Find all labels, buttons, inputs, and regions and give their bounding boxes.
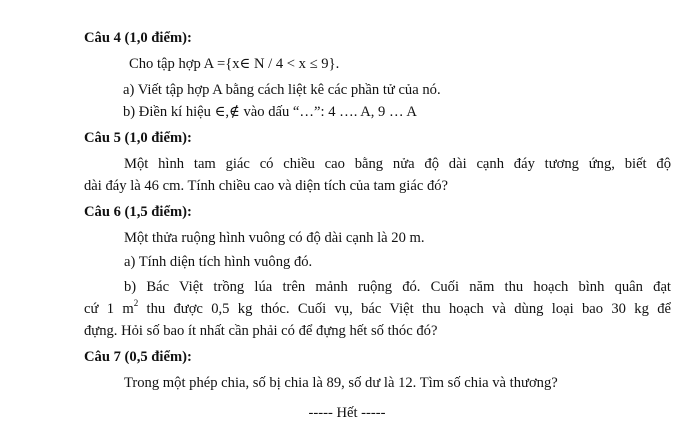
q6-b-line2-pre: cứ 1 m: [84, 301, 134, 317]
question-4-part-a: a) Viết tập hợp A bằng cách liệt kê các phần tử của nó.: [123, 82, 441, 98]
question-5-text-line-1: Một hình tam giác có chiều cao bằng nửa độ dài cạnh đáy tương ứng, biết độ: [124, 156, 671, 172]
question-4-title: Câu 4 (1,0 điểm):: [84, 30, 192, 46]
square-superscript: 2: [133, 298, 139, 309]
q6-b-line2-post: thu được 0,5 kg thóc. Cuối vụ, bác Việt thu hoạch và dùng loại bao 30 kg để: [138, 301, 671, 317]
question-7-title: Câu 7 (0,5 điểm):: [84, 349, 192, 365]
question-6-title: Câu 6 (1,5 điểm):: [84, 204, 192, 220]
end-marker: ----- Hết -----: [308, 405, 386, 421]
question-6-part-a: a) Tính diện tích hình vuông đó.: [124, 254, 313, 270]
question-6-part-b-line-3: đựng. Hỏi số bao ít nhất cần phải có để đựng hết số thóc đó?: [84, 323, 438, 339]
question-5-title: Câu 5 (1,0 điểm):: [84, 130, 192, 146]
question-4-part-b: b) Điền kí hiệu ∈,∉ vào dấu “…”: 4 …. A, 9 … A: [123, 104, 417, 120]
question-6-part-b-line-1: b) Bác Việt trồng lúa trên mảnh ruộng đó. Cuối năm thu hoạch bình quân đạt: [124, 279, 671, 295]
question-4-intro: Cho tập hợp A ={x∈ N / 4 < x ≤ 9}.: [129, 56, 340, 72]
question-7-text: Trong một phép chia, số bị chia là 89, số dư là 12. Tìm số chia và thương?: [124, 375, 558, 391]
question-5-text-line-2: dài đáy là 46 cm. Tính chiều cao và diện tích của tam giác đó?: [84, 178, 449, 194]
question-6-intro: Một thửa ruộng hình vuông có độ dài cạnh là 20 m.: [124, 230, 425, 246]
question-6-part-b-line-2: [84, 300, 671, 318]
